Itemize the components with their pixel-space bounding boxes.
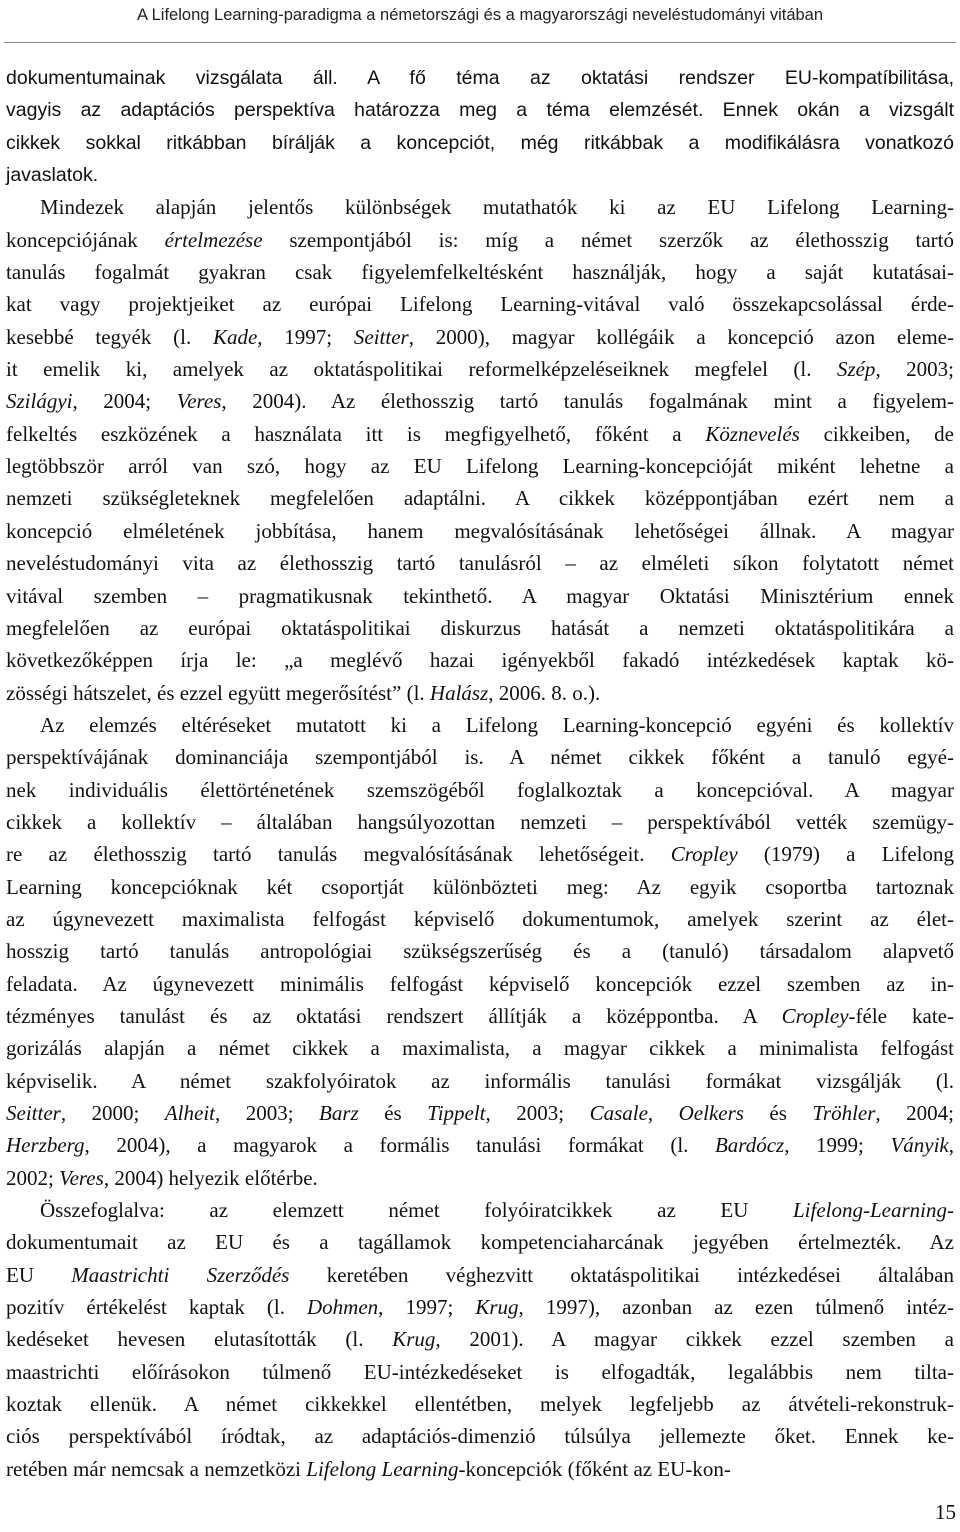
text-line <box>6 482 954 514</box>
text-run: , 2003; <box>215 1101 320 1125</box>
text-run: koztak ellenük. A német cikkekkel ellentétben, melyek legfeljebb az átvételi-rekonstruk- <box>6 1392 954 1417</box>
text-run: -féle kate- <box>848 1003 954 1028</box>
text-run: vagyis az adaptációs perspektíva határozza meg a téma elemzését. Ennek okán a vizsgált <box>6 99 954 122</box>
text-run: megfelelően az európai oktatáspolitikai diskurzus hatását a nemzeti oktatáspolitikára a <box>6 615 954 640</box>
text-run: - <box>947 1198 954 1223</box>
text-run: , 2004), a magyarok a formális tanulási formákat (l. <box>84 1133 715 1158</box>
italic-text: Lifelong-Learning <box>792 1198 947 1223</box>
text-run: , 1997), azonban az ezen túlmenő intéz- <box>518 1295 955 1320</box>
text-run: perspektívájának dominanciája szempontjából is. A német cikkek főként a tanuló egyé- <box>6 745 954 770</box>
text-run: it emelik ki, amelyek az oktatáspolitikai reformelképzeléseiknek megfelel (l. <box>6 357 837 382</box>
italic-text: értelmezése <box>164 227 263 252</box>
text-line <box>6 838 954 870</box>
text-run: cikkeiben, de <box>799 421 955 446</box>
text-line <box>6 644 954 676</box>
text-line <box>6 450 954 482</box>
text-run: , 2004) helyezik előtérbe. <box>103 1165 318 1190</box>
text-run: kedéseket hevesen elutasították (l. <box>6 1327 393 1352</box>
italic-text: Barz <box>319 1101 359 1125</box>
italic-text: Herzberg <box>6 1133 85 1158</box>
text-run: , 2004). Az élethosszig tartó tanulás fogalmának mint a figyelem- <box>221 389 954 414</box>
body-text <box>6 62 954 1485</box>
text-line <box>6 321 954 353</box>
text-run: re az élethosszig tartó tanulás megvalósításának lehetőségeit. <box>6 842 671 867</box>
text-line <box>6 418 954 450</box>
italic-text: Cropley <box>781 1003 849 1028</box>
text-run: dokumentumait az EU és a tagállamok kompetenciaharcának jegyében értelmezték. Az <box>6 1230 954 1255</box>
text-run: , 2000), magyar kollégáik a koncepció azon eleme- <box>408 324 954 349</box>
text-line <box>6 94 954 126</box>
italic-text: Halász <box>429 680 489 705</box>
text-run: javaslatok. <box>6 164 99 187</box>
header-divider <box>4 42 956 43</box>
italic-text: Maastrichti Szerződés <box>71 1262 290 1287</box>
text-run: hosszig tartó tanulás antropológiai szükségszerűség és a (tanuló) társadalom alapvető <box>6 939 954 964</box>
italic-text: Krug <box>392 1327 436 1352</box>
text-run: és <box>743 1101 813 1125</box>
text-line <box>6 515 954 547</box>
text-run: , 2006. 8. o.). <box>488 680 601 705</box>
text-run: EU <box>6 1262 72 1287</box>
text-line <box>6 1032 954 1064</box>
text-run: , 1997; <box>378 1295 476 1320</box>
italic-text: Casale <box>589 1101 648 1125</box>
italic-text: Krug <box>475 1295 519 1320</box>
text-run: koncepció elméletének jobbítása, hanem megvalósításának lehetőségei állnak. A magyar <box>6 518 954 543</box>
text-run: , 1999; <box>784 1133 891 1158</box>
text-line <box>6 1194 954 1226</box>
text-run: feladata. Az úgynevezett minimális felfogást képviselő koncepciók ezzel szemben az in- <box>6 971 954 996</box>
italic-text: Veres <box>176 389 222 414</box>
text-run: tanulás fogalmát gyakran csak figyelemfelkeltésként használják, hogy a saját kutatásai- <box>6 260 954 285</box>
text-run: legtöbbször arról van szó, hogy az EU Lifelong Learning-koncepcióját miként lehetne a <box>6 454 954 479</box>
text-run: neveléstudományi vita az élethosszig tartó tanulásról – az elméleti síkon folytatott német <box>6 551 954 576</box>
text-run: tézményes tanulást és az oktatási rendszert állítják a középpontba. A <box>6 1003 782 1028</box>
text-line <box>6 741 954 773</box>
text-line <box>6 1129 954 1161</box>
text-run: koncepciójának <box>6 227 165 252</box>
text-line <box>6 806 954 838</box>
text-line <box>6 224 954 256</box>
text-run: nek individuális élettörténetének szemszögéből foglalkoztak a koncepcióval. A magyar <box>6 777 954 802</box>
text-line <box>6 1388 954 1420</box>
text-line <box>6 191 954 223</box>
text-run: , 1997; <box>257 324 354 349</box>
italic-text: Oelkers <box>678 1101 744 1125</box>
text-run: szempontjából is: míg a német szerzők az élethosszig tartó <box>262 227 954 252</box>
text-line <box>6 159 954 191</box>
italic-text: Seitter <box>353 324 409 349</box>
text-line <box>6 677 954 709</box>
text-run: Összefoglalva: az elemzett német folyóiratcikkek az EU <box>40 1198 793 1223</box>
text-run: következőképpen írja le: „a meglévő hazai igényekből fakadó intézkedések kaptak kö- <box>6 648 954 673</box>
italic-text: Veres <box>59 1165 104 1190</box>
text-run: dokumentumainak vizsgálata áll. A fő téma az oktatási rendszer EU-kompatíbilitása, <box>6 67 954 89</box>
text-run: keretében véghezvitt oktatáspolitikai intézkedései általában <box>289 1262 955 1287</box>
italic-text: Kade <box>212 324 258 349</box>
text-run: , 2004; <box>875 1101 954 1125</box>
text-line <box>6 774 954 806</box>
text-run: , <box>948 1133 954 1158</box>
text-run: gorizálás alapján a német cikkek a maximalista, a magyar cikkek a minimalista felfogást <box>6 1036 954 1061</box>
text-run: Mindezek alapján jelentős különbségek mutathatók ki az EU Lifelong Learning- <box>40 195 954 220</box>
text-line <box>6 1097 954 1129</box>
text-run: Az elemzés eltéréseket mutatott ki a Lifelong Learning-koncepció egyéni és kollektív <box>40 712 954 737</box>
text-line <box>6 871 954 903</box>
italic-text: Szép <box>836 357 876 382</box>
text-run: retében már nemcsak a nemzetközi <box>6 1456 307 1481</box>
text-line <box>6 256 954 288</box>
text-line <box>6 62 954 94</box>
text-run: cikkek sokkal ritkábban bírálják a koncepciót, még ritkábbak a modifikálásra vonatkozó <box>6 131 954 154</box>
text-run: , 2001). A magyar cikkek ezzel szemben a <box>435 1327 954 1352</box>
page-number: 15 <box>935 1500 956 1524</box>
italic-text: Tippelt <box>427 1101 486 1125</box>
text-run: cikkek a kollektív – általában hangsúlyozottan nemzeti – perspektívából vették szemügy- <box>6 809 954 834</box>
italic-text: Ványik <box>890 1133 949 1158</box>
italic-text: Dohmen <box>307 1295 379 1320</box>
italic-text: Cropley <box>670 842 738 867</box>
italic-text: Szilágyi <box>6 389 73 414</box>
text-run: , 2003; <box>485 1101 590 1125</box>
text-line <box>6 1065 954 1097</box>
text-run: nemzeti szükségleteknek megfelelően adaptálni. A cikkek középpontjában ezért nem a <box>6 486 954 511</box>
text-line <box>6 1000 954 1032</box>
text-run: Learning koncepcióknak két csoportját különbözteti meg: Az egyik csoportba tartoznak <box>6 874 954 899</box>
text-run: az úgynevezett maximalista felfogást képviselő dokumentumok, amelyek szerint az élet- <box>6 906 954 931</box>
text-line <box>6 580 954 612</box>
text-line <box>6 547 954 579</box>
text-line <box>6 709 954 741</box>
text-run: , 2003; <box>875 357 954 382</box>
italic-text: Seitter <box>6 1101 61 1125</box>
text-run: (1979) a Lifelong <box>737 842 955 867</box>
text-line <box>6 1259 954 1291</box>
text-run: , 2000; <box>60 1101 165 1125</box>
text-run: zösségi hátszelet, és ezzel együtt megerősítést” (l. <box>6 680 430 705</box>
text-line <box>6 1356 954 1388</box>
text-run: , 2004; <box>72 389 177 414</box>
text-line <box>6 1453 954 1485</box>
text-line <box>6 903 954 935</box>
text-run: kesebbé tegyék (l. <box>6 324 213 349</box>
text-run: maastrichti előírásokon túlmenő EU-intézkedéseket is elfogadták, legalábbis nem tilta- <box>6 1359 954 1384</box>
text-line <box>6 288 954 320</box>
text-line <box>6 353 954 385</box>
text-line <box>6 968 954 1000</box>
text-run: vitával szemben – pragmatikusnak tekinthető. A magyar Oktatási Minisztérium ennek <box>6 583 954 608</box>
text-line <box>6 612 954 644</box>
text-run: kat vagy projektjeiket az európai Lifelong Learning-vitával való összekapcsolással érde- <box>6 292 954 317</box>
italic-text: Tröhler <box>812 1101 876 1125</box>
text-run: pozitív értékelést kaptak (l. <box>6 1295 308 1320</box>
text-run: ciós perspektívából íródtak, az adaptációs-dimenzió túlsúlya jellemezte őket. Ennek ke- <box>6 1424 954 1449</box>
text-line <box>6 1420 954 1452</box>
text-line <box>6 1162 954 1194</box>
text-line <box>6 127 954 159</box>
text-run: , <box>647 1101 679 1125</box>
text-line <box>6 385 954 417</box>
text-run: felkeltés eszközének a használata itt is megfigyelhető, főként a <box>6 421 706 446</box>
text-line <box>6 1323 954 1355</box>
italic-text: Lifelong Learning <box>306 1456 459 1481</box>
text-line <box>6 1226 954 1258</box>
running-header: A Lifelong Learning-paradigma a németországi és a magyarországi neveléstudományi vitában <box>136 6 824 24</box>
italic-text: Köznevelés <box>705 421 800 446</box>
text-run: 2002; <box>6 1165 60 1190</box>
italic-text: Alheit <box>164 1101 216 1125</box>
text-line <box>6 1291 954 1323</box>
text-run: -koncepciók (főként az EU-kon- <box>458 1456 731 1481</box>
text-line <box>6 935 954 967</box>
italic-text: Bardócz <box>714 1133 785 1158</box>
text-run: és <box>358 1101 428 1125</box>
text-run: képviselik. A német szakfolyóiratok az informális tanulási formákat vizsgálják (l. <box>6 1068 954 1093</box>
